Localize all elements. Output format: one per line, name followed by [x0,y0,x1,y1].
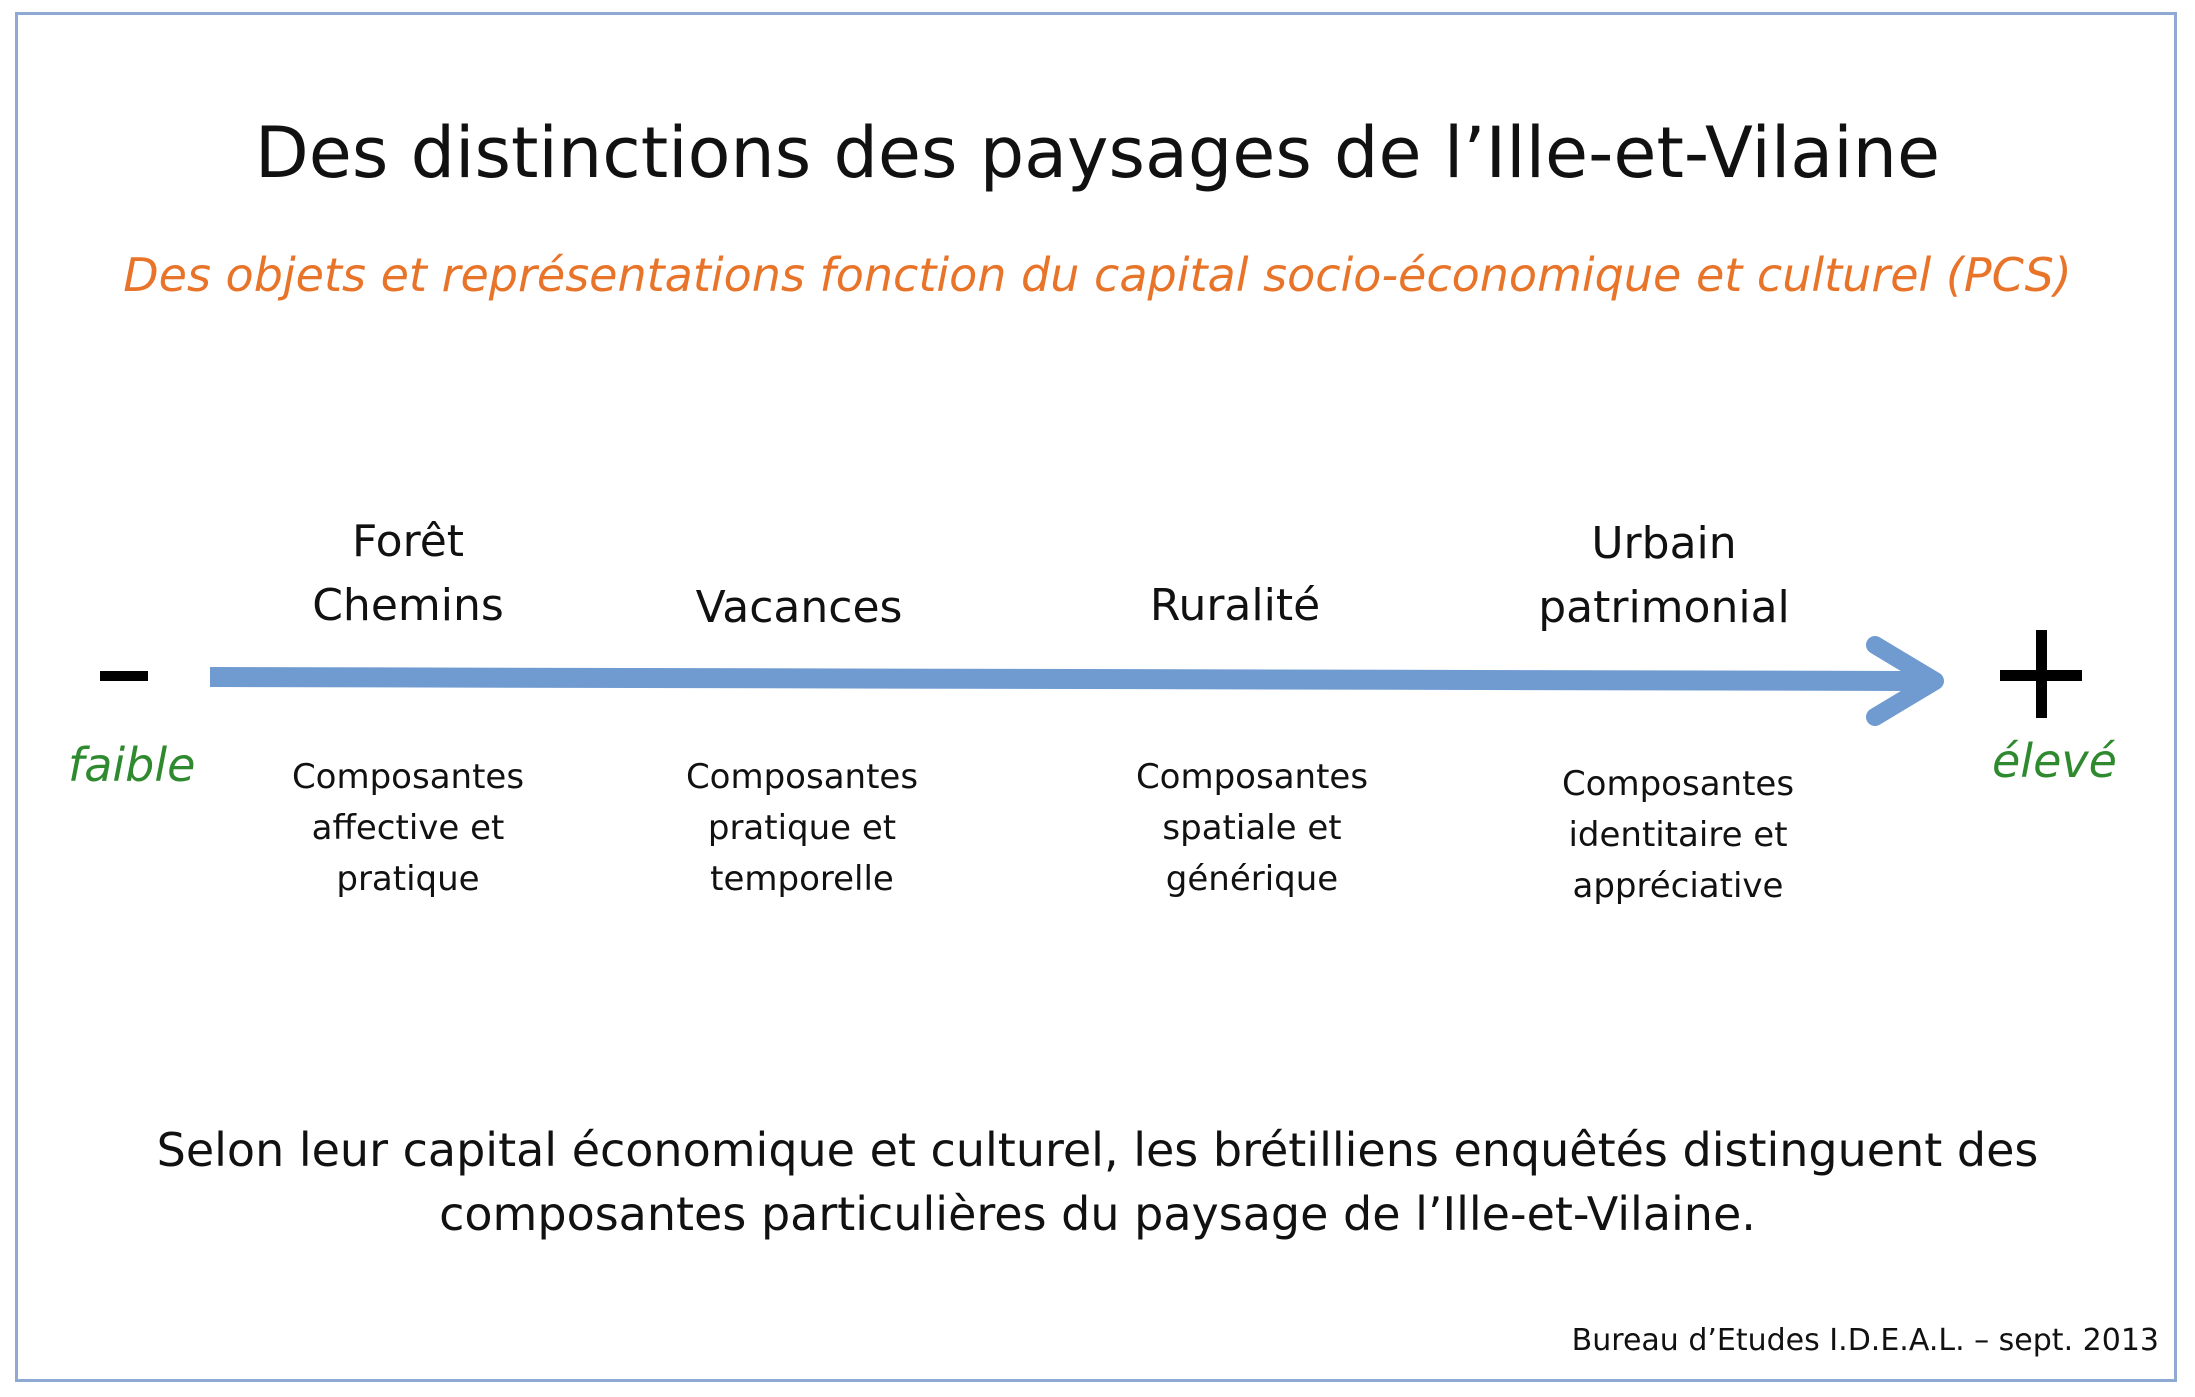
category-line: Ruralité [1149,580,1321,631]
component-line: temporelle [710,859,894,899]
credit-text: Bureau d’Etudes I.D.E.A.L. – sept. 2013 [1571,1323,2159,1358]
diagram-subtitle: Des objets et représentations fonction du capital socio-économique et culturel (PCS) [123,248,2072,302]
category-line: patrimonial [1538,582,1790,633]
low-sign [100,671,148,681]
component-line: Composantes [291,757,525,797]
component-group-3 [1082,752,1422,905]
component-line: Composantes [685,757,919,797]
component-line: pratique et [707,808,897,848]
component-line: Composantes [1135,757,1369,797]
component-line: Composantes [1561,764,1795,804]
category-urbain-patrimonial [1464,512,1864,640]
category-line: Forêt [351,516,465,567]
category-line: Urbain [1591,518,1737,569]
category-line: Vacances [695,582,903,633]
summary-line: Selon leur capital économique et culturel, les brétilliens enquêtés distinguent des [156,1123,2039,1177]
category-line: Chemins [312,580,504,631]
high-label: élevé [1992,734,2117,788]
category-ruralite [1035,574,1435,638]
category-foret-chemins [208,510,608,638]
component-line: pratique [336,859,480,899]
low-label: faible [68,738,196,792]
summary-text [0,1118,2195,1246]
component-line: générique [1165,859,1339,899]
summary-line: composantes particulières du paysage de l’Ille-et-Vilaine. [439,1187,1756,1241]
component-group-1 [238,752,578,905]
high-sign [2000,630,2090,720]
scale-arrow-shaft [210,677,1925,681]
category-vacances [599,576,999,640]
component-line: affective et [311,808,505,848]
component-line: spatiale et [1162,808,1342,848]
component-line: identitaire et [1568,815,1788,855]
component-line: appréciative [1572,866,1784,906]
diagram-title: Des distinctions des paysages de l’Ille-et-Vilaine [254,112,1941,194]
component-group-2 [632,752,972,905]
component-group-4 [1508,759,1848,912]
